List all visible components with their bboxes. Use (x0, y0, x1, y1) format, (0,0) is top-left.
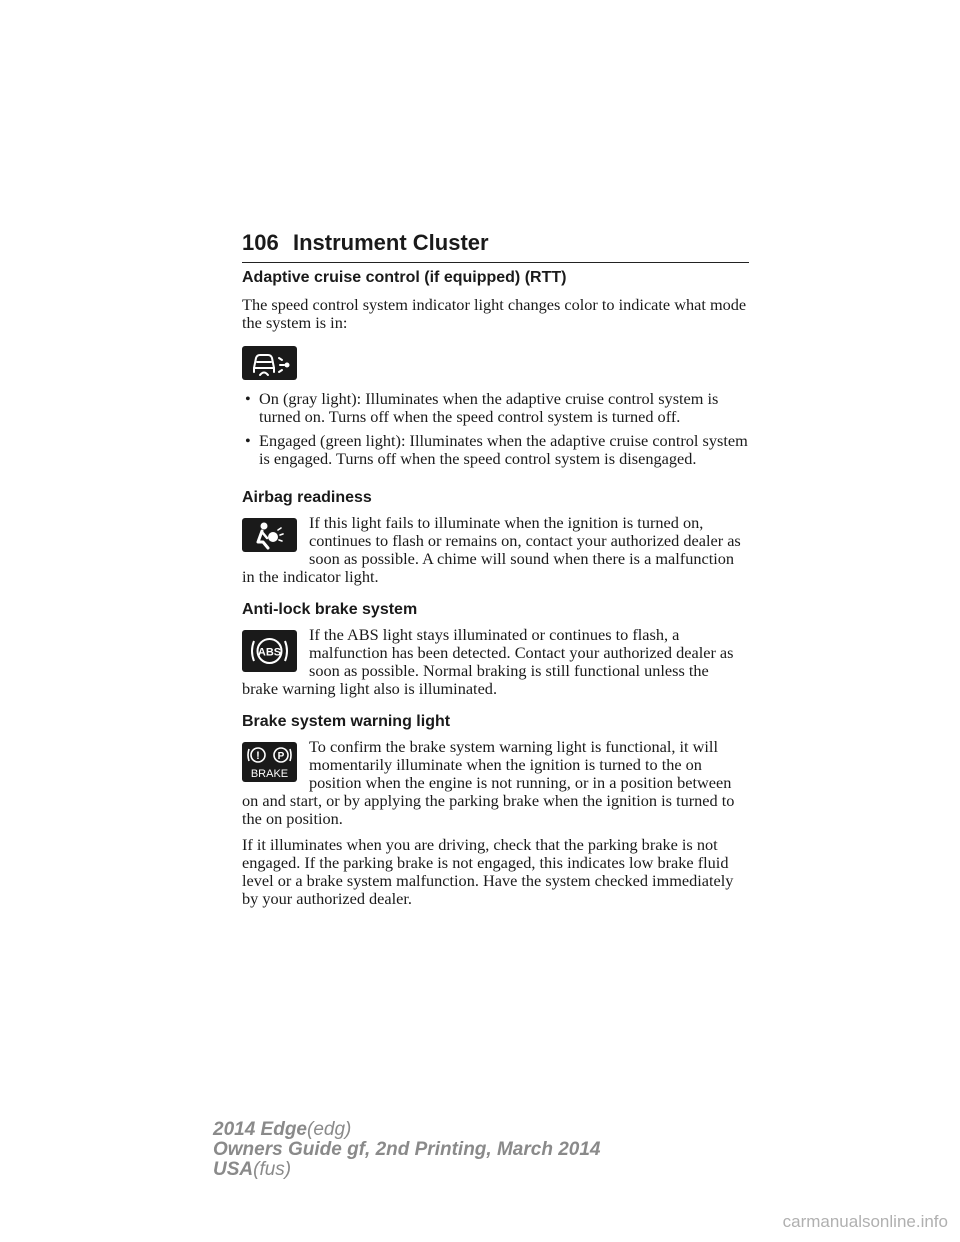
acc-intro: The speed control system indicator light changes color to indicate what mode the system is in: (242, 295, 747, 332)
footer-market-code: (fus) (253, 1159, 292, 1180)
brake-heading: Brake system warning light (242, 713, 451, 730)
list-item: • On (gray light): Illuminates when the adaptive cruise control system is turned on. Turns off when the speed control system is turned off. (245, 389, 719, 426)
footer-market: USA (213, 1159, 254, 1180)
airbag-body: If this light fails to illuminate when the ignition is turned on, continues to flash or remains on, contact your authorized dealer as soon as possible. A chime will sound when there is a malfunction in the indicator light. (242, 513, 741, 586)
watermark: carmanualsonline.info (782, 1212, 948, 1231)
abs-icon-label: ABS (257, 646, 282, 659)
list-item: • Engaged (green light): Illuminates when the adaptive cruise control system is engaged. Turns off when the speed control system is disengaged. (245, 431, 748, 468)
brake-warning-icon (242, 742, 297, 782)
footer-guide-info: Owners Guide gf, 2nd Printing, March 2014 (213, 1139, 601, 1160)
airbag-heading: Airbag readiness (242, 489, 372, 506)
footer-model-code: (edg) (307, 1119, 352, 1140)
airbag-icon (242, 518, 297, 552)
abs-body: If the ABS light stays illuminated or continues to flash, a malfunction has been detected. Contact your authorized dealer as soon as possible. Normal braking is still functional unless the brake warning light also is illuminated. (242, 625, 734, 698)
abs-icon (242, 630, 297, 672)
exclamation-icon: ! (256, 750, 260, 762)
page-content (242, 268, 748, 908)
page-header (242, 230, 749, 263)
chapter-title: Instrument Cluster (293, 230, 489, 255)
acc-bullet-list (242, 390, 748, 468)
adaptive-cruise-icon (242, 346, 297, 380)
brake-icon-label: BRAKE (250, 768, 289, 780)
page-number: 106 (242, 230, 279, 255)
page-footer (213, 1120, 600, 1180)
footer-model: 2014 Edge (213, 1119, 307, 1140)
acc-heading: Adaptive cruise control (if equipped) (RTT) (242, 269, 567, 286)
abs-heading: Anti-lock brake system (242, 601, 418, 618)
parking-p-icon: P (277, 751, 285, 762)
brake-body-2: If it illuminates when you are driving, check that the parking brake is not engaged. If the parking brake is not engaged, this indicates low brake fluid level or a brake system malfunction. Have the system checked immediately by your authorized dealer. (242, 835, 734, 908)
brake-body-1: To confirm the brake system warning light is functional, it will momentarily illuminate when the ignition is turned to the on position when the engine is not running, or in a position between on and start, or by applying the parking brake when the ignition is turned to the on position. (242, 737, 735, 828)
